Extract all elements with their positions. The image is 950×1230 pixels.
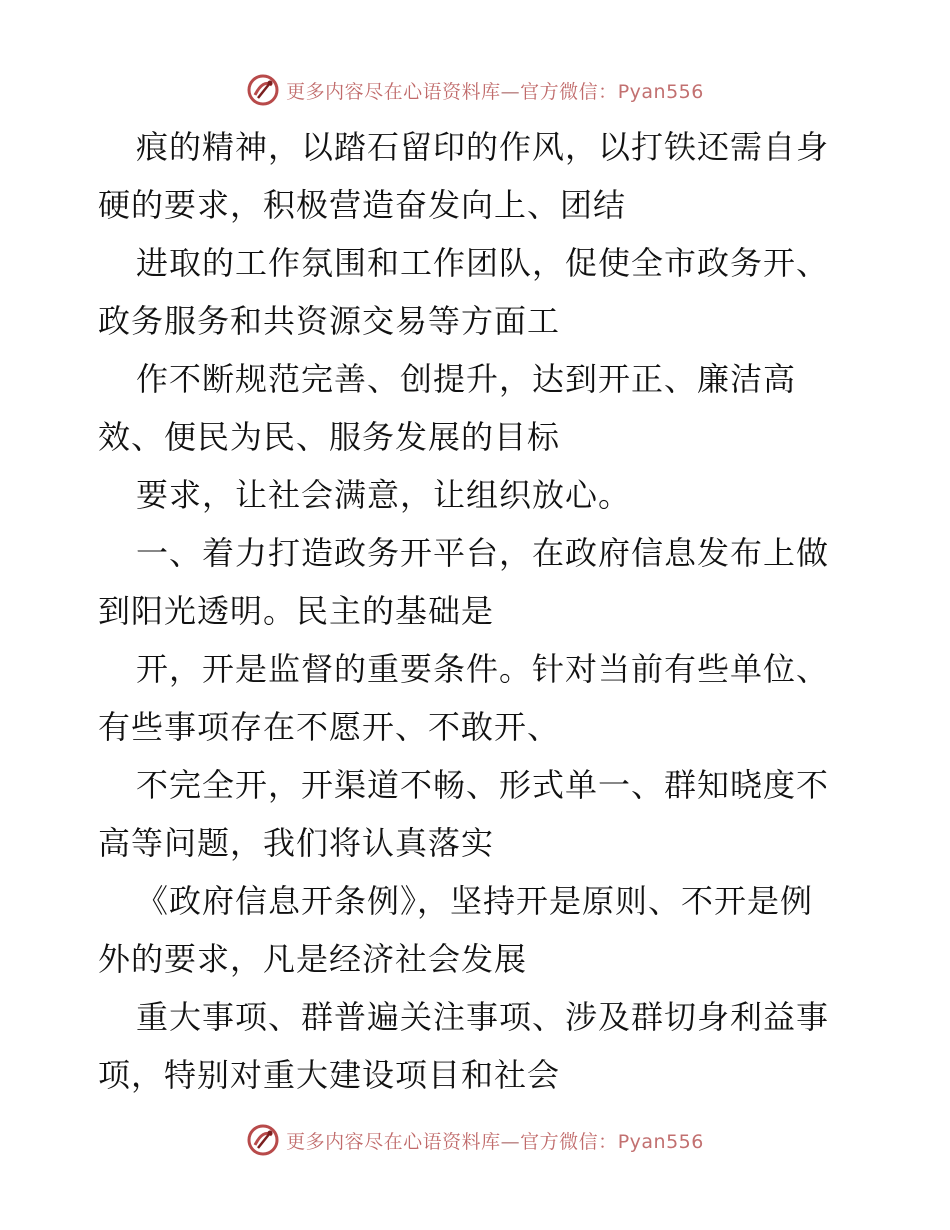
banner-wechat-label: 官方微信： [520,80,618,103]
footer-banner [0,1120,950,1160]
banner-wechat-id: Pyan556 [617,80,704,103]
banner-main-text: 更多内容尽在心语资料库 [286,1130,501,1153]
text-line: 效、便民为民、服务发展的目标 [98,418,561,456]
text-line: 到阳光透明。民主的基础是 [98,592,495,630]
text-line: 开，开是监督的重要条件。针对当前有些单位、 [136,650,830,688]
text-line: 政务服务和共资源交易等方面工 [98,302,561,340]
banner-text [286,77,704,104]
text-line: 硬的要求，积极营造奋发向上、团结 [98,186,627,224]
text-line: 重大事项、群普遍关注事项、涉及群切身利益事 [136,998,830,1036]
text-line: 痕的精神，以踏石留印的作风，以打铁还需自身 [136,128,830,166]
banner-separator: — [500,1130,521,1153]
text-line: 外的要求，凡是经济社会发展 [98,940,528,978]
logo-icon [246,73,280,107]
text-line: 作不断规范完善、创提升，达到开正、廉洁高 [136,360,797,398]
header-banner [0,70,950,110]
text-line: 进取的工作氛围和工作团队，促使全市政务开、 [136,244,830,282]
text-line: 一、着力打造政务开平台，在政府信息发布上做 [136,534,830,572]
banner-text [286,1127,704,1154]
text-line: 《政府信息开条例》，坚持开是原则、不开是例 [136,882,814,920]
text-line: 有些事项存在不愿开、不敢开、 [98,708,561,746]
banner-main-text: 更多内容尽在心语资料库 [286,80,501,103]
text-line: 高等问题，我们将认真落实 [98,824,495,862]
banner-wechat-id: Pyan556 [617,1130,704,1153]
logo-icon [246,1123,280,1157]
banner-wechat-label: 官方微信： [520,1130,618,1153]
document-body [98,118,858,1104]
text-line: 要求，让社会满意，让组织放心。 [136,476,632,514]
text-line: 项，特别对重大建设项目和社会 [98,1056,561,1094]
banner-separator: — [500,80,521,103]
text-line: 不完全开，开渠道不畅、形式单一、群知晓度不 [136,766,830,804]
